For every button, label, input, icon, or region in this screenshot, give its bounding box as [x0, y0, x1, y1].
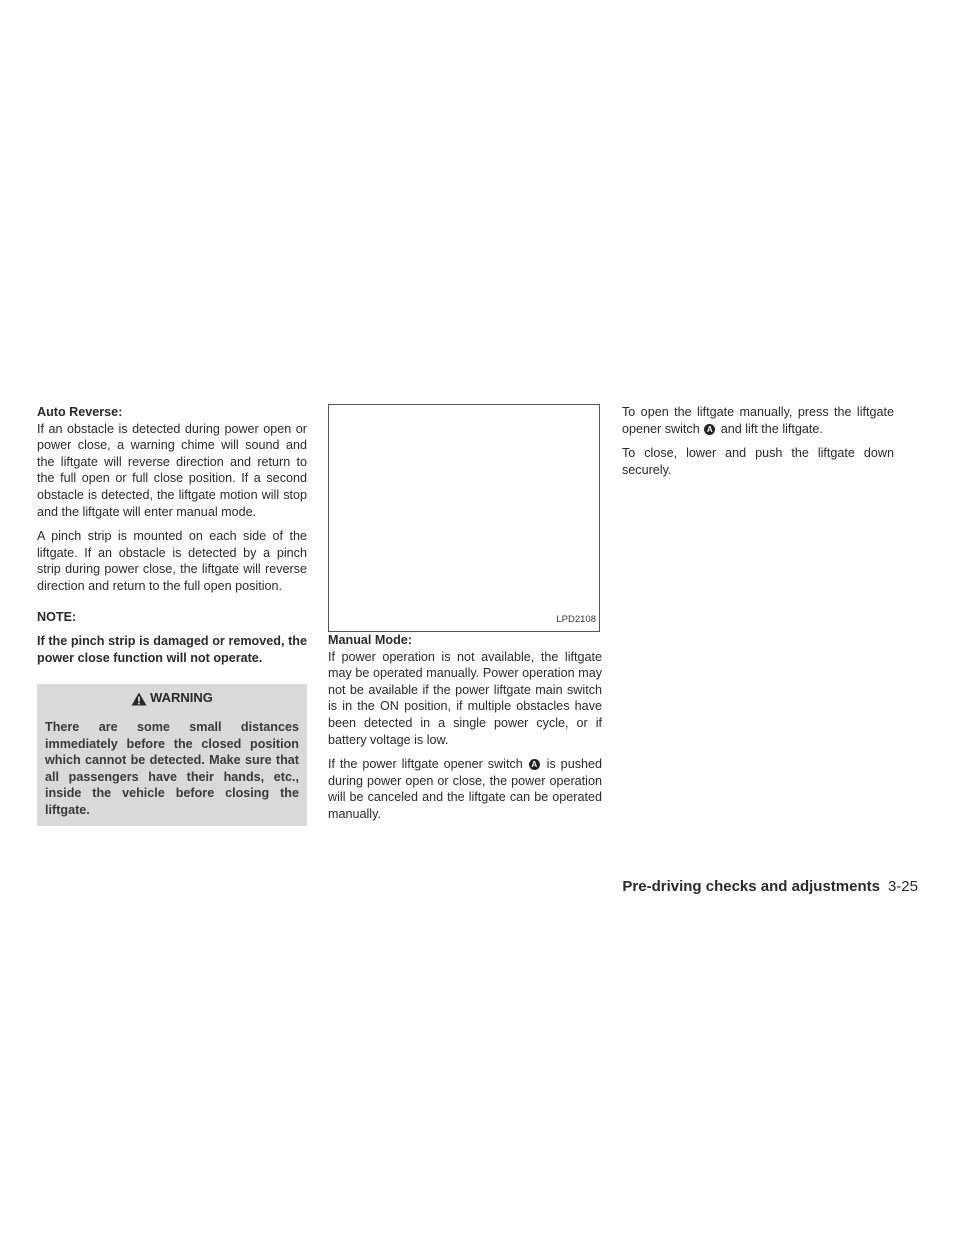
warning-box — [37, 684, 307, 826]
note-label: NOTE: — [37, 609, 77, 624]
column-left — [37, 404, 307, 826]
warning-header — [45, 690, 299, 707]
close-paragraph: To close, lower and push the liftgate down securely. — [622, 446, 894, 477]
page-number: 3-25 — [887, 878, 918, 895]
warning-text: There are some small distances immediately before the closed position which cannot be detected. Make sure that all passengers have their hands, etc., inside the vehicle before closing the liftgate. — [45, 719, 299, 817]
pinch-strip-paragraph: A pinch strip is mounted on each side of the liftgate. If an obstacle is detected by a pinch strip during power close, the liftgate will reverse direction and return to the full open position. — [37, 529, 307, 593]
open-manually-text-end: and lift the liftgate. — [720, 421, 823, 436]
section-title: Pre-driving checks and adjustments — [622, 878, 880, 895]
manual-mode-heading: Manual Mode: — [328, 633, 412, 647]
open-manually-paragraph — [622, 404, 894, 437]
manual-mode-paragraph — [328, 632, 602, 748]
opener-switch-text-start: If the power liftgate opener switch — [328, 757, 523, 772]
callout-a-icon: A — [704, 424, 715, 435]
callout-a-icon: A — [529, 759, 540, 770]
manual-mode-text: If power operation is not available, the liftgate may be operated manually. Power operation may not be available if the power liftgate main switch is in the ON position, if multiple obstacles have been detected in a single power cycle, or if battery voltage is low. — [328, 649, 602, 747]
column-middle — [328, 404, 602, 831]
opener-switch-paragraph — [328, 756, 602, 822]
warning-triangle-icon — [131, 692, 147, 706]
warning-label: WARNING — [150, 690, 213, 706]
auto-reverse-text: If an obstacle is detected during power open or power close, a warning chime will sound and the liftgate will reverse direction and return to the full open or full close position. If a second obstacle is detected, the liftgate motion will stop and the liftgate will enter manual mode. — [37, 421, 307, 519]
auto-reverse-heading: Auto Reverse: — [37, 405, 123, 419]
liftgate-figure — [328, 404, 600, 632]
page-footer — [622, 878, 918, 895]
auto-reverse-paragraph — [37, 404, 307, 520]
open-manually-text-start: To open the liftgate manually, press the liftgate opener switch — [622, 405, 894, 436]
note-text: If the pinch strip is damaged or removed, the power close function will not operate. — [37, 634, 307, 665]
column-right — [622, 404, 894, 486]
opener-switch-text-end: is pushed during power open or close, the power operation will be canceled and the liftgate can be operated manually. — [328, 757, 603, 821]
figure-code: LPD2108 — [556, 614, 596, 626]
